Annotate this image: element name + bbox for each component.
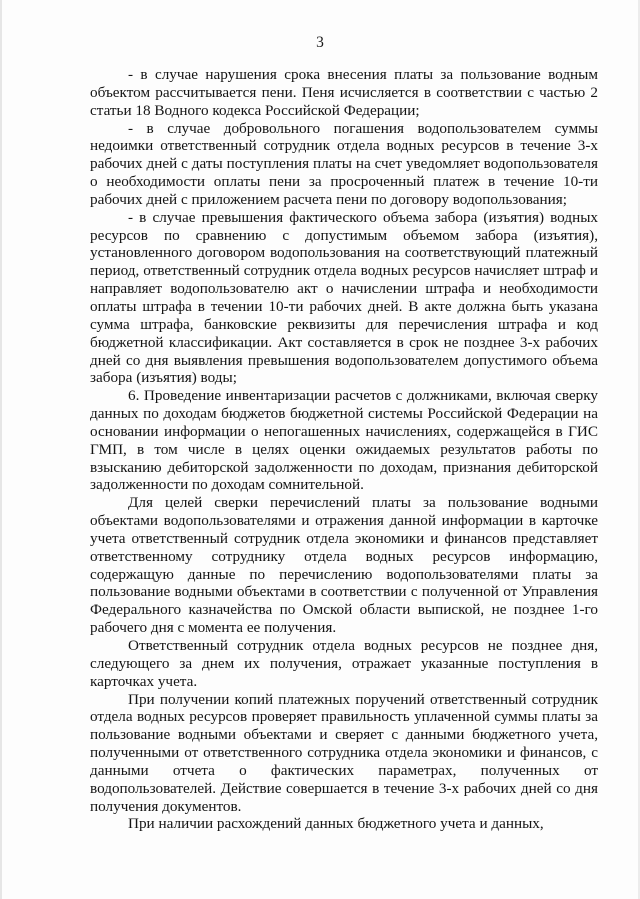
paragraph: При наличии расхождений данных бюджетного учета и данных, bbox=[128, 815, 544, 833]
paragraph: Для целей сверки перечислений платы за пользование водными объектами водопользователями и отражения данной информации в карточке учета ответственный сотрудник отдела экономики и финансов представляет ответственному сотруднику отдела водных ресурсов информацию, содержащую данные по перечислению водопользователями платы за пользование водными объектами в соответствии с полученной от Управления Федерального казначейства по Омской области выпиской, не позднее 1-го рабочего дня с момента ее получения. bbox=[90, 494, 598, 637]
scan-edge-left bbox=[0, 0, 2, 899]
paragraph: При получении копий платежных поручений ответственный сотрудник отдела водных ресурсов проверяет правильность уплаченной суммы платы за пользование водными объектами и сверяет с данными бюджетного учета, полученными от ответственного сотрудника отдела экономики и финансов, с данными отчета о фактических параметрах, полученных от водопользователей. Действие совершается в течение 3-х рабочих дней со дня получения документов. bbox=[90, 690, 598, 815]
paragraph: - в случае нарушения срока внесения платы за пользование водным объектом рассчитывается пени. Пеня исчисляется в соответствии с частью 2 статьи 18 Водного кодекса Российской Федерации; bbox=[90, 66, 598, 119]
paragraph: 6. Проведение инвентаризации расчетов с должниками, включая сверку данных по доходам бюджетов бюджетной системы Российской Федерации на основании информации о непогашенных начислениях, содержащейся в ГИС ГМП, в том числе в целях оценки ожидаемых результатов работы по взысканию дебиторской задолженности по доходам, признания дебиторской задолженности по доходам сомнительной. bbox=[90, 387, 598, 494]
paragraph: - в случае добровольного погашения водопользователем суммы недоимки ответственный сотрудник отдела водных ресурсов в течение 3-х рабочих дней с даты поступления платы на счет уведомляет водопользователя о необходимости оплаты пени за просроченный платеж в течение 10-ти рабочих дней с приложением расчета пени по договору водопользования; bbox=[90, 119, 598, 208]
document-body bbox=[90, 66, 598, 833]
paragraph: Ответственный сотрудник отдела водных ресурсов не позднее дня, следующего за днем их получения, отражает указанные поступления в карточках учета. bbox=[90, 637, 598, 690]
paragraph: - в случае превышения фактического объема забора (изъятия) водных ресурсов по сравнению с допустимым объемом забора (изъятия), установленного договором водопользования на соответствующий платежный период, ответственный сотрудник отдела водных ресурсов начисляет штраф и направляет водопользователю акт о начислении штрафа и необходимости оплаты штрафа в течении 10-ти рабочих дней. В акте должна быть указана сумма штрафа, банковские реквизиты для перечисления штрафа и код бюджетной классификации. Акт составляется в срок не позднее 3-х рабочих дней со дня выявления превышения водопользователем допустимого объема забора (изъятия) воды; bbox=[90, 208, 598, 387]
page-number: 3 bbox=[316, 34, 324, 51]
